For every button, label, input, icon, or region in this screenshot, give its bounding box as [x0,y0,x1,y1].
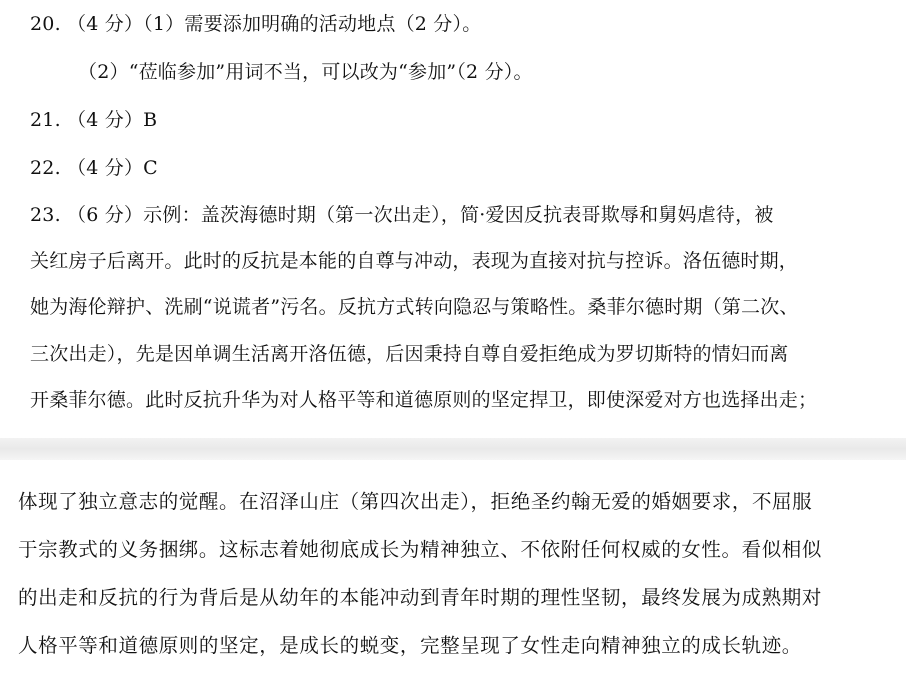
answer-23-line-5: 开桑菲尔德。此时反抗升华为对人格平等和道德原则的坚定捍卫，即使深爱对方也选择出走； [30,389,818,411]
answer-23-line-3: 她为海伦辩护、洗刷“说谎者”污名。反抗方式转向隐忍与策略性。桑菲尔德时期（第二次、 [30,296,799,318]
answer-20-line-1: 20. （4 分）（1）需要添加明确的活动地点（2 分）。 [30,13,482,35]
answer-23-line-2: 关红房子后离开。此时的反抗是本能的自尊与冲动，表现为直接对抗与控诉。洛伍德时期， [30,250,799,272]
answer-23-line-6: 体现了独立意志的觉醒。在沼泽山庄（第四次出走），拒绝圣约翰无爱的婚姻要求，不屈服 [18,490,813,513]
answer-20-line-2: （2）“莅临参加”用词不当，可以改为“参加”（2 分）。 [78,61,533,83]
answer-23-line-9: 人格平等和道德原则的坚定，是成长的蜕变，完整呈现了女性走向精神独立的成长轨迹。 [18,634,802,657]
answer-23-line-1: 23. （6 分）示例：盖茨海德时期（第一次出走），简·爱因反抗表哥欺辱和舅妈虐待，被 [30,204,774,226]
answer-23-line-7: 于宗教式的义务捆绑。这标志着她彻底成长为精神独立、不依附任何权威的女性。看似相似 [18,538,823,561]
answer-key-continued-section [0,460,906,682]
answer-23-line-4: 三次出走），先是因单调生活离开洛伍德，后因秉持自尊自爱拒绝成为罗切斯特的情妇而离 [30,343,789,365]
page-break-divider [0,438,906,460]
answer-22-line: 22. （4 分）C [30,157,158,179]
answer-23-line-8: 的出走和反抗的行为背后是从幼年的本能冲动到青年时期的理性坚韧，最终发展为成熟期对 [18,586,823,609]
answer-21-line: 21. （4 分）B [30,109,158,131]
